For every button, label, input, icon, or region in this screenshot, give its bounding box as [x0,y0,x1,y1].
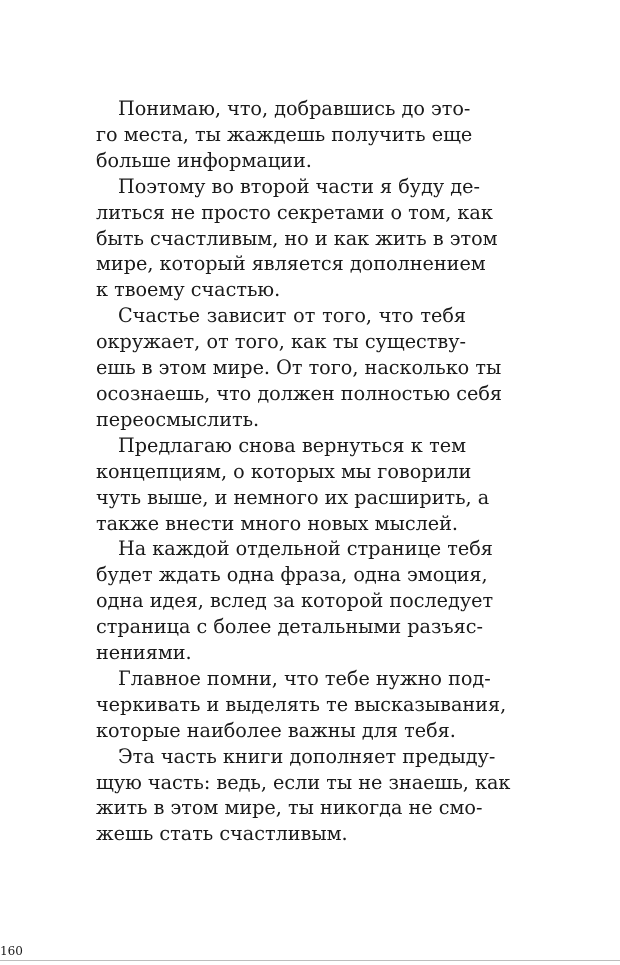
text-line: го места, ты жаждешь получить еще [96,122,473,146]
paragraph-3 [96,303,503,433]
text-line: Поэтому во второй части я буду де- [118,174,480,198]
paragraph-1 [96,96,473,174]
text-line: окружает, от того, как ты существу- [96,330,466,354]
paragraph-7 [96,744,511,848]
text-line: мире, который является дополнением [96,252,486,276]
page-bottom-rule [0,960,620,961]
text-line: которые наиболее важны для тебя. [96,718,456,742]
text-line: жешь стать счастливым. [96,822,348,846]
text-line: больше информации. [96,148,312,172]
page-number: 160 [0,944,23,958]
text-line: Предлагаю снова вернуться к тем [118,433,466,457]
text-line: концепциям, о которых мы говорили [96,459,472,483]
text-line: жить в этом мире, ты никогда не смо- [96,796,483,820]
text-line: будет ждать одна фраза, одна эмоция, [96,563,488,587]
text-line: осознаешь, что должен полностью себя [96,381,503,405]
text-line: литься не просто секретами о том, как [96,200,493,224]
text-line: одна идея, вслед за которой последует [96,589,494,613]
text-line: чуть выше, и немного их расширить, а [96,485,490,509]
text-line: ешь в этом мире. От того, насколько ты [96,356,502,380]
text-line: На каждой отдельной странице тебя [118,537,493,561]
text-line: щую часть: ведь, если ты не знаешь, как [96,770,511,794]
paragraph-4 [96,433,490,537]
text-line: Эта часть книги дополняет предыду- [118,744,496,768]
text-line: также внести много новых мыслей. [96,511,459,535]
text-line: черкивать и выделять те высказывания, [96,692,507,716]
text-line: Главное помни, что тебе нужно под- [118,666,491,690]
text-line: быть счастливым, но и как жить в этом [96,226,498,250]
paragraph-2 [96,174,498,304]
text-line: Понимаю, что, добравшись до это- [118,97,471,120]
text-line: Счастье зависит от того, что тебя [118,304,466,328]
paragraph-6 [96,666,507,744]
text-line: переосмыслить. [96,407,260,431]
text-line: страница с более детальными разъяс- [96,615,483,639]
body-text [96,96,511,847]
paragraph-5 [96,536,494,666]
text-line: к твоему счастью. [96,278,281,302]
text-line: нениями. [96,641,192,665]
